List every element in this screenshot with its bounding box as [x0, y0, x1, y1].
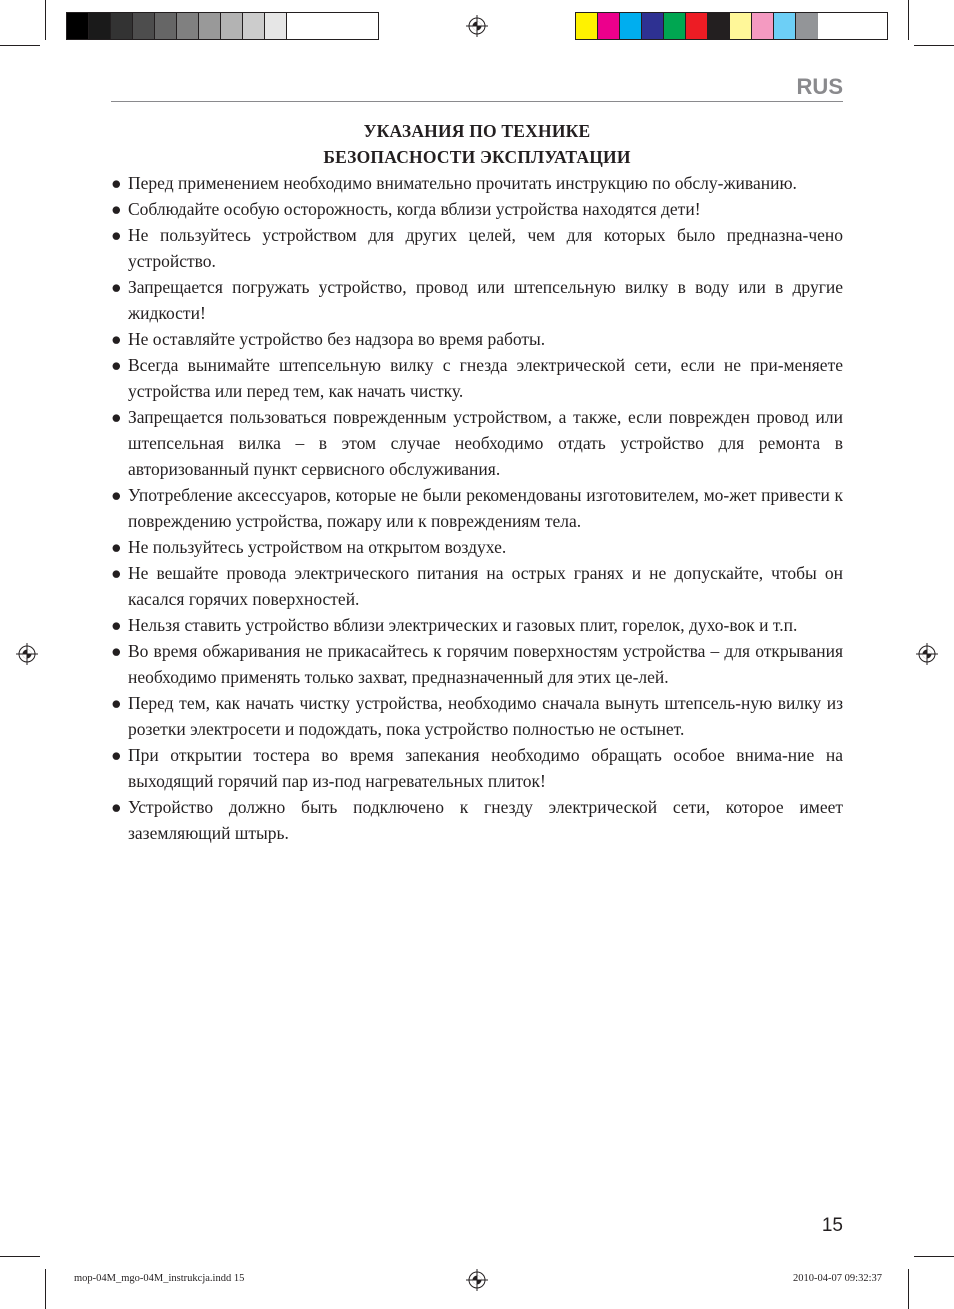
bullet-icon: ● [111, 199, 122, 219]
list-item-text: Не пользуйтесь устройством на открытом воздухе. [128, 537, 507, 557]
list-item-text: При открытии тостера во время запекания необходимо обращать особое внима-ние на выходящий горячий пар из-под нагревательных плиток! [128, 745, 843, 791]
registration-mark-left-icon [16, 643, 38, 665]
list-item-text: Соблюдайте особую осторожность, когда вблизи устройства находятся дети! [128, 199, 701, 219]
list-item-text: Устройство должно быть подключено к гнезду электрической сети, которое имеет заземляющий штырь. [128, 797, 843, 843]
list-item [111, 274, 843, 326]
list-item [111, 612, 843, 638]
bullet-icon: ● [111, 173, 122, 193]
bullet-icon: ● [111, 355, 122, 375]
color-swatch [708, 13, 730, 39]
color-swatch [620, 13, 642, 39]
list-item-text: Всегда вынимайте штепсельную вилку с гнезда электрической сети, если не при-меняете устройства или перед тем, как начать чистку. [128, 355, 843, 401]
color-swatch [730, 13, 752, 39]
bullet-icon: ● [111, 407, 122, 427]
color-swatch [796, 13, 818, 39]
color-swatch [67, 13, 89, 39]
list-item [111, 638, 843, 690]
bullet-icon: ● [111, 641, 122, 661]
list-item [111, 690, 843, 742]
list-item [111, 170, 843, 196]
list-item-text: Во время обжаривания не прикасайтесь к горячим поверхностям устройства – для открывания необходимо применять только захват, предназначенный для этих це-лей. [128, 641, 843, 687]
color-swatch [111, 13, 133, 39]
color-swatch [576, 13, 598, 39]
list-item-text: Нельзя ставить устройство вблизи электрических и газовых плит, горелок, духо-вок и т.п. [128, 615, 798, 635]
list-item-text: Не оставляйте устройство без надзора во время работы. [128, 329, 546, 349]
list-item [111, 560, 843, 612]
color-swatch [177, 13, 199, 39]
color-swatch [89, 13, 111, 39]
list-item-text: Запрещается погружать устройство, провод или штепсельную вилку в воду или в другие жидкости! [128, 277, 843, 323]
color-swatch [287, 13, 309, 39]
section-title-line-1: УКАЗАНИЯ ПО ТЕХНИКЕ [363, 121, 591, 141]
list-item-text: Употребление аксессуаров, которые не были рекомендованы изготовителем, мо-жет привести к повреждению устройства, пожару или к повреждениям тела. [128, 485, 843, 531]
list-item [111, 742, 843, 794]
list-item [111, 196, 843, 222]
footer-datetime: 2010-04-07 09:32:37 [793, 1273, 882, 1284]
color-swatch [243, 13, 265, 39]
list-item-text: Не пользуйтесь устройством для других целей, чем для которых было предназна-чено устройство. [128, 225, 843, 271]
color-swatch [664, 13, 686, 39]
bullet-icon: ● [111, 225, 122, 245]
color-swatch [686, 13, 708, 39]
list-item [111, 794, 843, 846]
bullet-icon: ● [111, 329, 122, 349]
list-item-text: Не вешайте провода электрического питания на острых гранях и не допускайте, чтобы он касался горячих поверхностей. [128, 563, 843, 609]
crop-mark-bottom-right-v [908, 1269, 909, 1309]
bullet-icon: ● [111, 537, 122, 557]
list-item-text: Перед тем, как начать чистку устройства, необходимо сначала вынуть штепсель-ную вилку из розетки электросети и подождать, пока устройство полностью не остынет. [128, 693, 843, 739]
registration-mark-right-icon [916, 643, 938, 665]
section-title-line-2: БЕЗОПАСНОСТИ ЭКСПЛУАТАЦИИ [323, 147, 631, 167]
list-item [111, 482, 843, 534]
color-swatch [598, 13, 620, 39]
color-swatch [133, 13, 155, 39]
color-swatch [199, 13, 221, 39]
registration-mark-top-icon [466, 15, 488, 37]
color-swatch [221, 13, 243, 39]
bullet-icon: ● [111, 797, 122, 817]
list-item [111, 222, 843, 274]
color-swatch [155, 13, 177, 39]
page-number: 15 [821, 1215, 843, 1236]
bullet-icon: ● [111, 485, 122, 505]
list-item-text: Перед применением необходимо внимательно прочитать инструкцию по обслу-живанию. [128, 173, 797, 193]
safety-instructions [111, 170, 843, 846]
bullet-icon: ● [111, 693, 122, 713]
registration-mark-bottom-icon [466, 1269, 488, 1291]
grayscale-color-bar [66, 12, 379, 40]
language-label: RUS [796, 74, 843, 99]
color-swatch [642, 13, 664, 39]
list-item [111, 352, 843, 404]
color-swatch [265, 13, 287, 39]
list-item-text: Запрещается пользоваться поврежденным устройством, а также, если поврежден провод или штепсельная вилка – в этом случае необходимо отдать устройство для ремонта в авторизованный пункт сервисного обслуживания. [128, 407, 843, 479]
crop-mark-bottom-left-v [45, 1269, 46, 1309]
bullet-icon: ● [111, 563, 122, 583]
process-color-bar [575, 12, 888, 40]
crop-mark-top-right-v [908, 0, 909, 40]
header-rule [111, 101, 843, 102]
crop-mark-top-right-h [914, 45, 954, 46]
bullet-icon: ● [111, 745, 122, 765]
list-item [111, 534, 843, 560]
footer-file-info: mop-04M_mgo-04M_instrukcja.indd 15 [74, 1273, 245, 1284]
crop-mark-bottom-right-h [914, 1256, 954, 1257]
color-swatch [774, 13, 796, 39]
list-item [111, 404, 843, 482]
bullet-icon: ● [111, 277, 122, 297]
color-swatch [752, 13, 774, 39]
crop-mark-top-left-v [45, 0, 46, 40]
crop-mark-top-left-h [0, 45, 40, 46]
list-item [111, 326, 843, 352]
crop-mark-bottom-left-h [0, 1256, 40, 1257]
safety-list [111, 170, 843, 846]
section-title [111, 118, 843, 170]
bullet-icon: ● [111, 615, 122, 635]
